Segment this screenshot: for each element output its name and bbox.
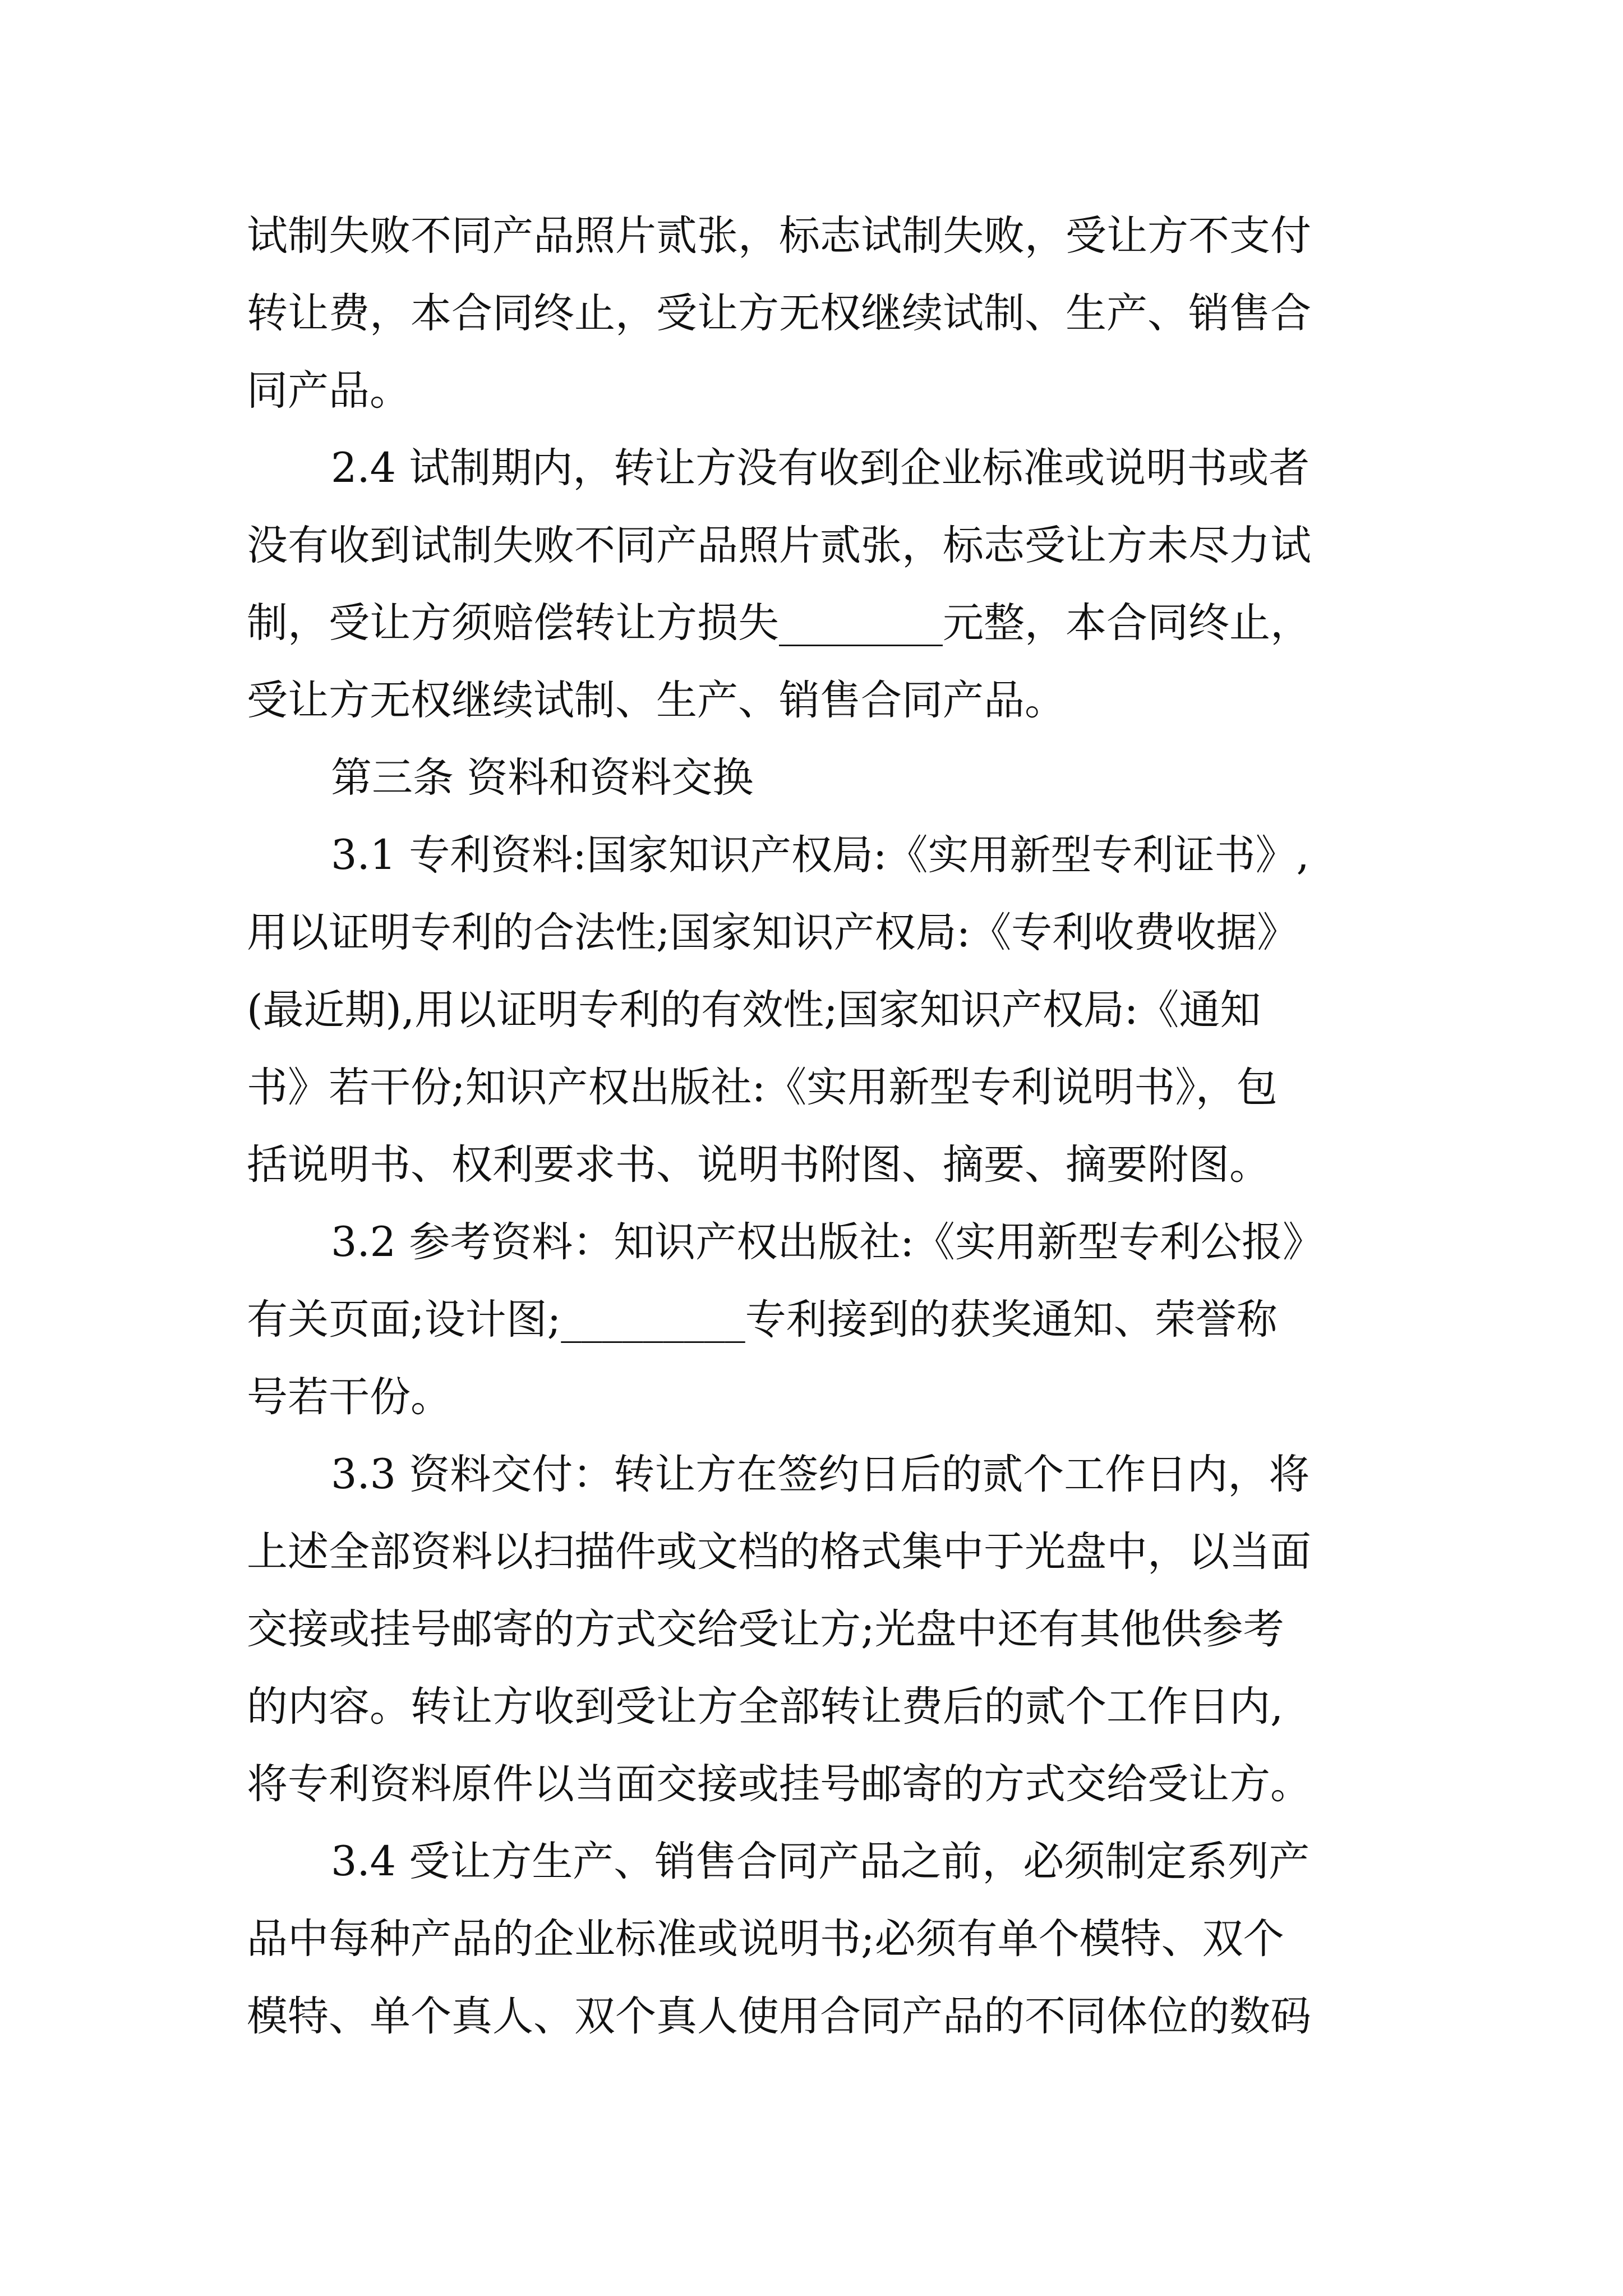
- text-line: 上述全部资料以扫描件或文档的格式集中于光盘中，以当面: [247, 1528, 1311, 1576]
- text-line: 3.2 参考资料：知识产权出版社:《实用新型专利公报》: [331, 1218, 1324, 1266]
- text-line: 同产品。: [247, 367, 411, 415]
- text-line: 3.1 专利资料:国家知识产权局:《实用新型专利证书》,: [331, 831, 1310, 879]
- text-line: 书》若干份;知识产权出版社:《实用新型专利说明书》，包: [247, 1064, 1278, 1111]
- text-line: 括说明书、权利要求书、说明书附图、摘要、摘要附图。: [247, 1141, 1270, 1189]
- text-line: 品中每种产品的企业标准或说明书;必须有单个模特、双个: [247, 1915, 1284, 1963]
- text-line: 没有收到试制失败不同产品照片贰张，标志受让方未尽力试: [247, 522, 1311, 569]
- text-line: 试制失败不同产品照片贰张，标志试制失败，受让方不支付: [247, 212, 1311, 260]
- text-line: 转让费，本合同终止，受让方无权继续试制、生产、销售合: [247, 289, 1311, 337]
- text-line: 号若干份。: [247, 1373, 451, 1421]
- text-line: 模特、单个真人、双个真人使用合同产品的不同体位的数码: [247, 1993, 1311, 2040]
- text-line: 3.3 资料交付：转让方在签约日后的贰个工作日内，将: [331, 1451, 1310, 1498]
- text-line: 用以证明专利的合法性;国家知识产权局:《专利收费收据》: [247, 909, 1298, 956]
- text-line: 制，受让方须赔偿转让方损失________元整，本合同终止，: [247, 599, 1311, 647]
- section-heading: 第三条 资料和资料交换: [331, 754, 754, 802]
- text-line: 的内容。转让方收到受让方全部转让费后的贰个工作日内,: [247, 1683, 1284, 1731]
- text-line: 2.4 试制期内，转让方没有收到企业标准或说明书或者: [331, 444, 1310, 492]
- text-line: 有关页面;设计图;_________专利接到的获奖通知、荣誉称: [247, 1296, 1278, 1343]
- text-line: (最近期),用以证明专利的有效性;国家知识产权局:《通知: [247, 986, 1261, 1034]
- text-line: 3.4 受让方生产、销售合同产品之前，必须制定系列产: [331, 1838, 1310, 1885]
- text-line: 将专利资料原件以当面交接或挂号邮寄的方式交给受让方。: [247, 1760, 1311, 1808]
- text-line: 受让方无权继续试制、生产、销售合同产品。: [247, 677, 1066, 724]
- text-line: 交接或挂号邮寄的方式交给受让方;光盘中还有其他供参考: [247, 1605, 1284, 1653]
